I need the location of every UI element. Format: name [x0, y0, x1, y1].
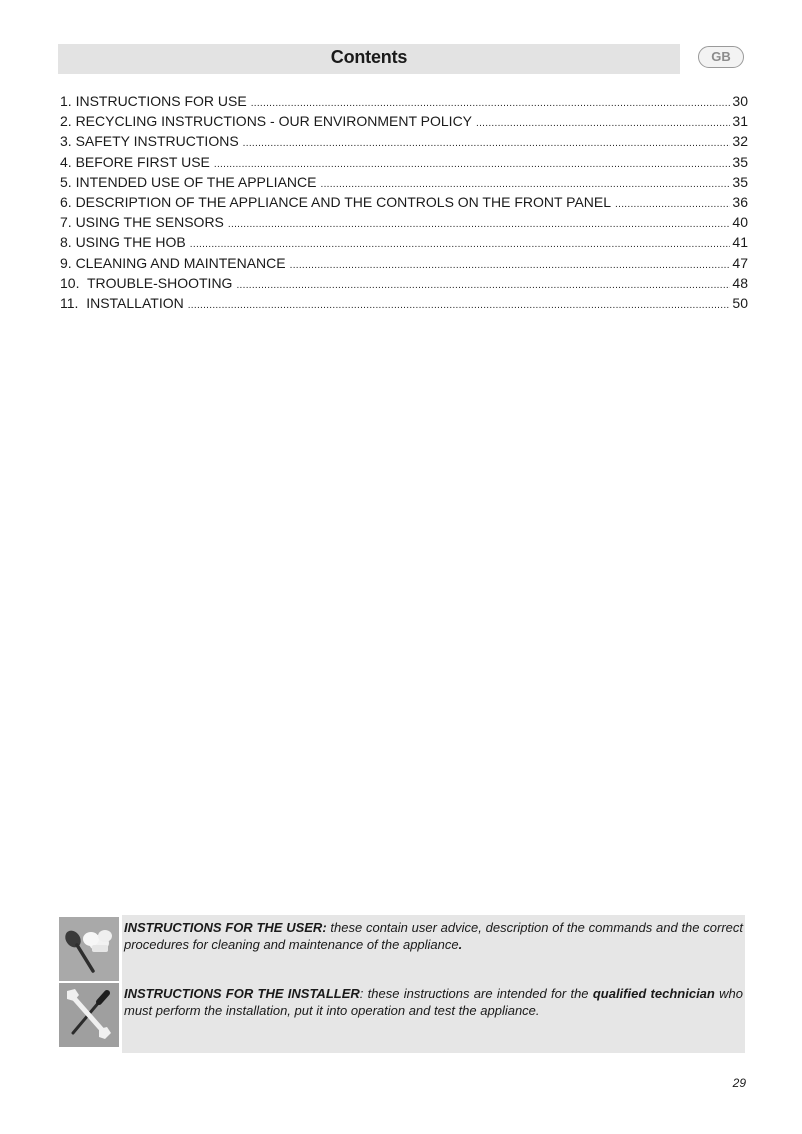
toc-label: 7. USING THE SENSORS	[60, 214, 224, 231]
user-instructions-text	[124, 919, 743, 953]
toc-label: 3. SAFETY INSTRUCTIONS	[60, 133, 239, 150]
toc-entry[interactable]	[60, 152, 748, 172]
toc-page-number: 50	[732, 294, 748, 311]
toc-label: 9. CLEANING AND MAINTENANCE	[60, 254, 286, 271]
toc-page-number: 47	[732, 254, 748, 271]
toc-entry[interactable]	[60, 131, 748, 151]
toc-label: 4. BEFORE FIRST USE	[60, 153, 210, 170]
installer-instructions-emphasis: qualified technician	[592, 986, 715, 1001]
wrench-screwdriver-icon	[59, 983, 119, 1047]
installer-instructions-body: : these instructions are intended for the	[359, 986, 593, 1001]
toc-label: 10. TROUBLE-SHOOTING	[60, 274, 233, 291]
user-instructions-note	[122, 915, 745, 981]
installer-instructions-heading: INSTRUCTIONS FOR THE INSTALLER	[124, 986, 360, 1001]
toc-entry[interactable]	[60, 253, 748, 273]
page-number: 29	[732, 1076, 746, 1090]
toc-label: 2. RECYCLING INSTRUCTIONS - OUR ENVIRONMENT POLICY	[60, 113, 473, 130]
toc-page-number: 32	[732, 133, 748, 150]
toc-entry[interactable]	[60, 293, 748, 313]
toc-leader-dots	[236, 276, 730, 296]
toc-label: 5. INTENDED USE OF THE APPLIANCE	[60, 173, 317, 190]
toc-leader-dots	[243, 134, 731, 154]
user-instructions-body: these contain user advice, description of the commands and the correct procedures for cleaning and maintenance of the appliance	[124, 920, 743, 952]
installer-instructions-text	[124, 985, 743, 1019]
toc-label: 1. INSTRUCTIONS FOR USE	[60, 93, 247, 109]
toc-label: 6. DESCRIPTION OF THE APPLIANCE AND THE CONTROLS ON THE FRONT PANEL	[60, 193, 612, 210]
toc-label: 8. USING THE HOB	[60, 234, 186, 251]
toc-leader-dots	[290, 256, 731, 276]
toc-page-number: 36	[732, 193, 748, 210]
toc-page-number: 41	[732, 234, 748, 251]
toc-entry[interactable]	[60, 111, 748, 131]
toc-entry[interactable]	[60, 273, 748, 293]
toc-label: 11. INSTALLATION	[60, 294, 184, 311]
toc-leader-dots	[476, 114, 730, 134]
toc-page-number: 35	[732, 173, 748, 190]
toc-entry[interactable]	[60, 232, 748, 252]
toc-leader-dots	[188, 296, 731, 316]
user-instructions-end: .	[458, 937, 463, 952]
toc-page-number: 31	[732, 113, 748, 130]
contents-header	[58, 44, 680, 74]
toc-entry[interactable]	[60, 212, 748, 232]
toc-leader-dots	[615, 195, 730, 215]
toc-page-number: 30	[732, 93, 748, 109]
chef-spoon-icon	[59, 917, 119, 981]
installer-instructions-note	[122, 981, 745, 1053]
table-of-contents	[60, 91, 748, 313]
toc-entry[interactable]	[60, 91, 748, 111]
user-instructions-heading: INSTRUCTIONS FOR THE USER:	[124, 920, 327, 935]
toc-leader-dots	[228, 215, 731, 235]
toc-entry[interactable]	[60, 192, 748, 212]
toc-page-number: 35	[732, 153, 748, 170]
page-title: Contents	[330, 47, 408, 67]
installer-instructions-body-end: who must perform the installation, put it into operation and test the appliance.	[124, 986, 743, 1018]
toc-page-number: 48	[732, 274, 748, 291]
language-badge: GB	[698, 46, 744, 68]
toc-entry[interactable]	[60, 172, 748, 192]
toc-page-number: 40	[732, 214, 748, 231]
